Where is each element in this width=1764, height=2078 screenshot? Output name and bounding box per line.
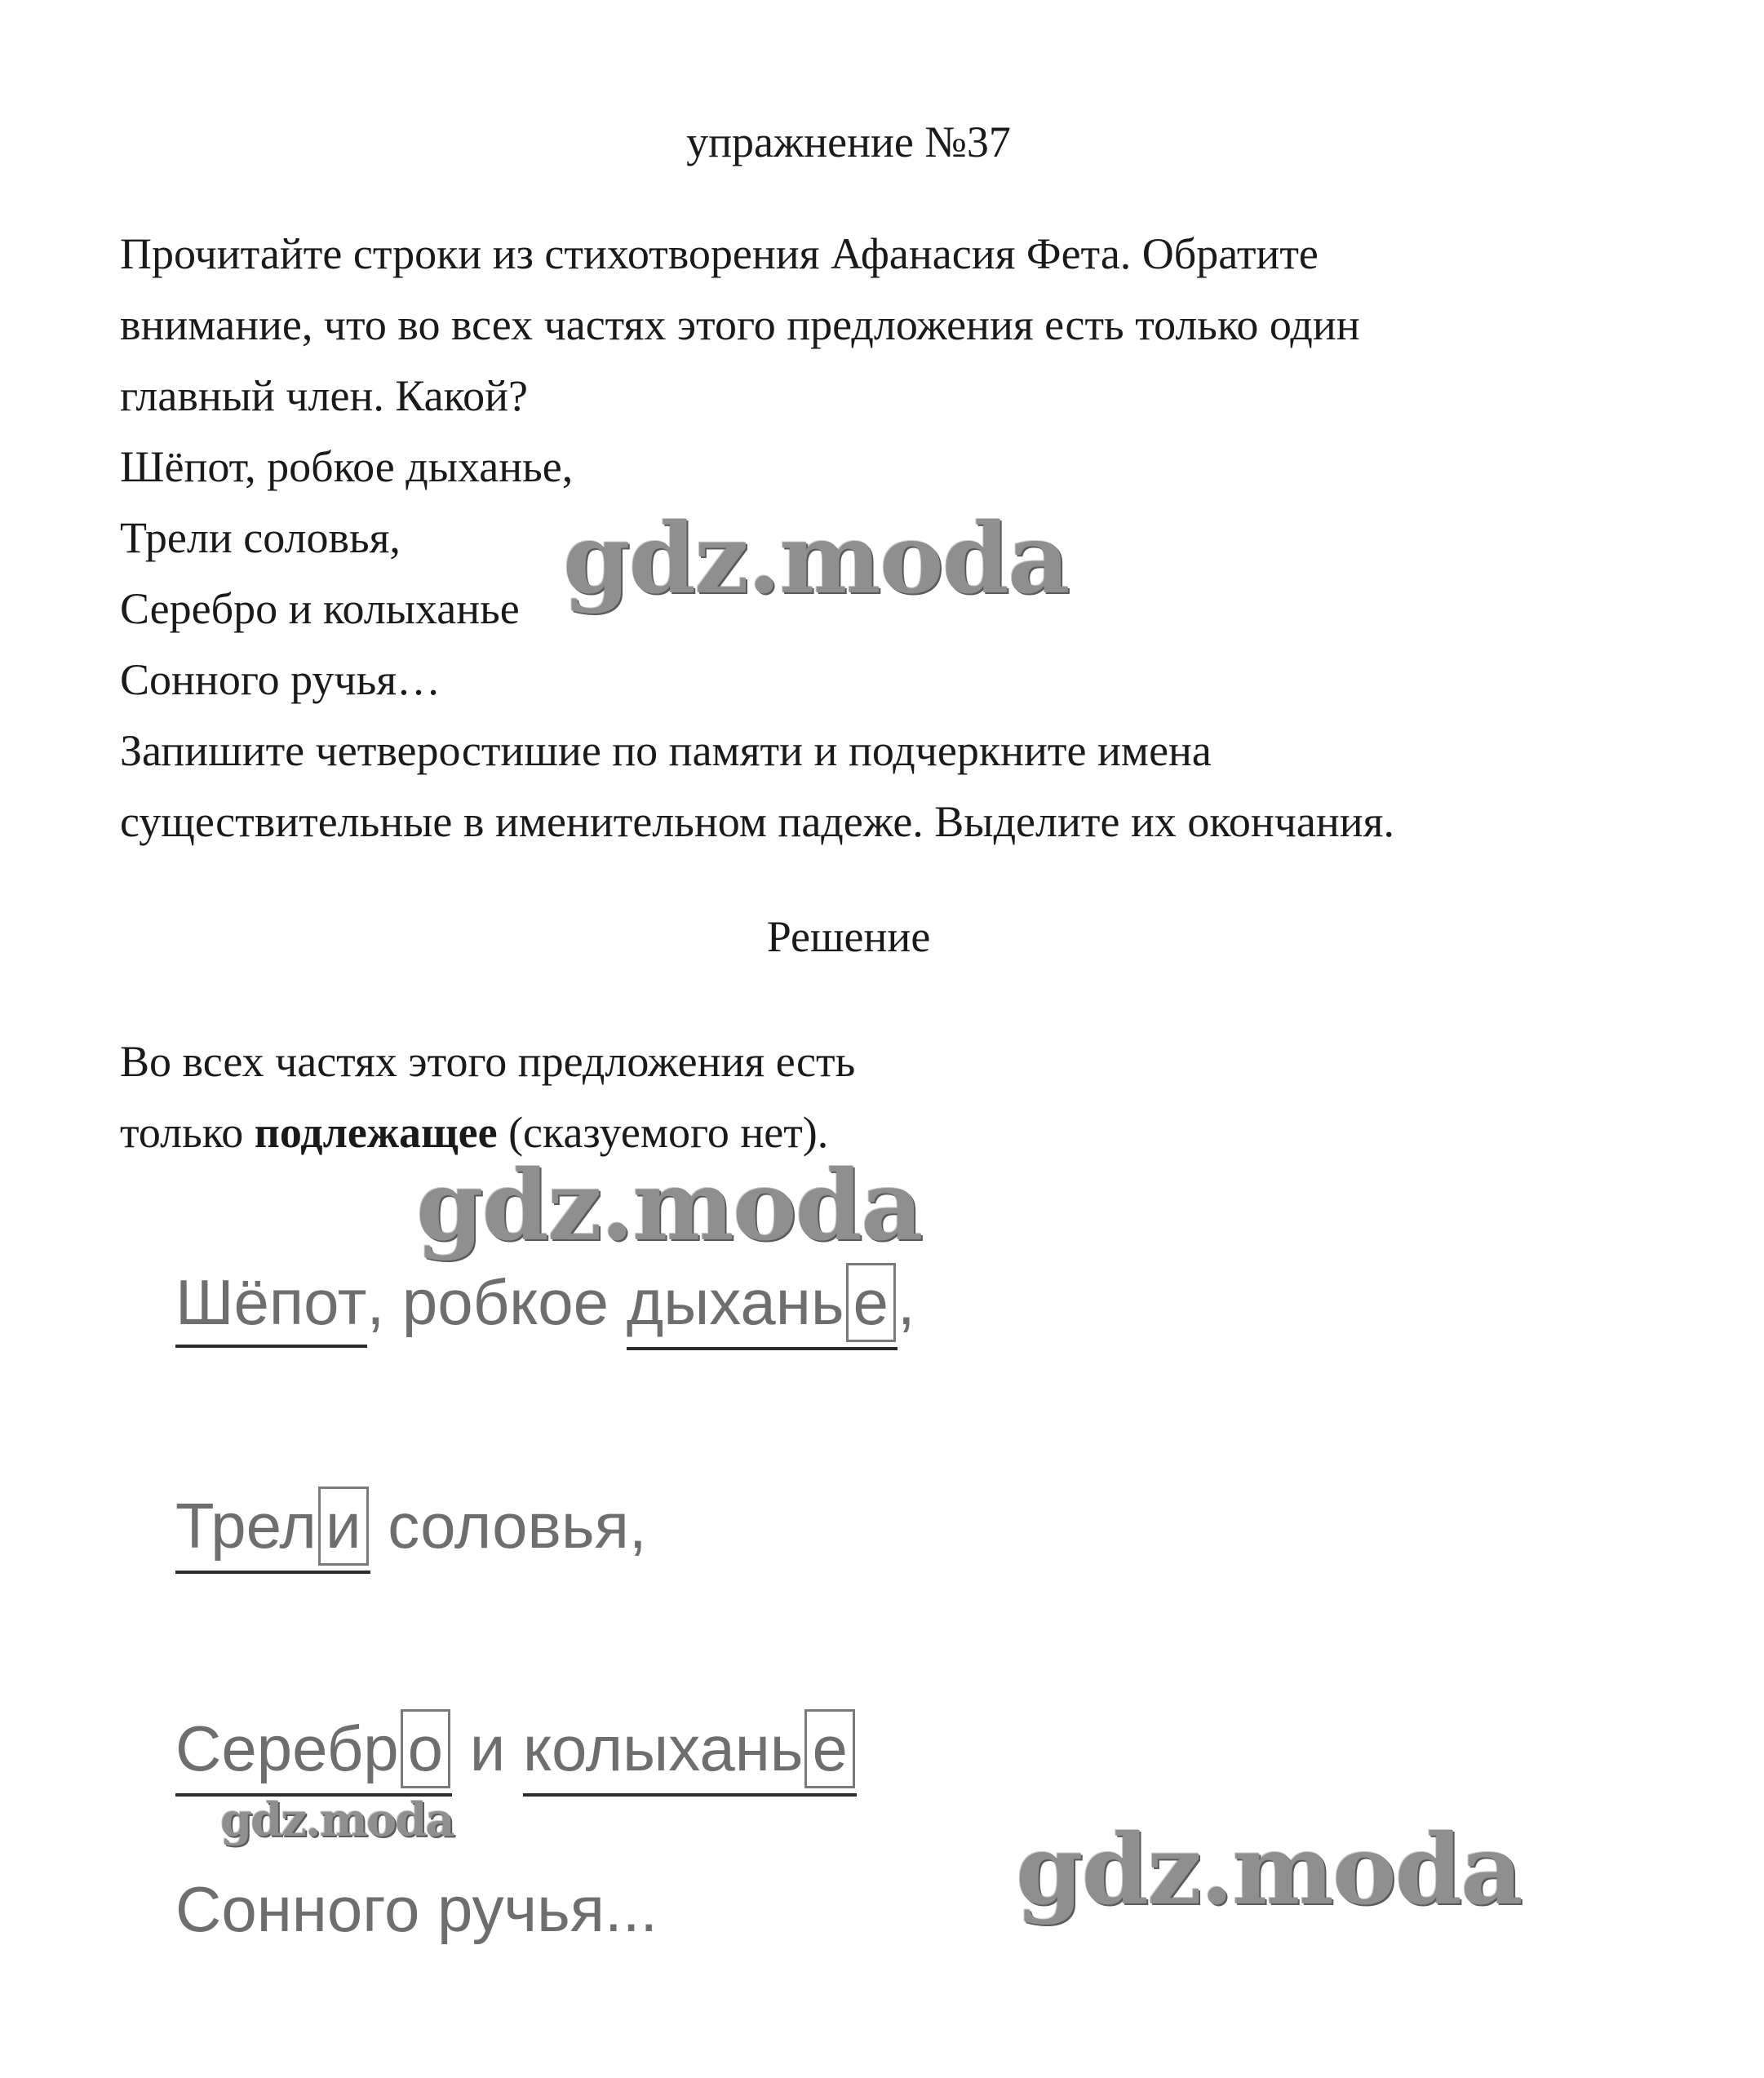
answer-text [120, 1026, 855, 1168]
poem-line: Серебро и колыханье [120, 584, 520, 633]
underlined-noun [627, 1263, 898, 1350]
task-line: существительные в именительном падеже. Выделите их окончания. [120, 797, 1394, 846]
analysis-row [175, 1872, 658, 1947]
poem-line: Сонного ручья… [120, 655, 441, 704]
word-stem: дыхань [626, 1266, 844, 1338]
analysis-row [175, 1709, 857, 1797]
underlined-noun: Шёпот [175, 1265, 367, 1348]
answer-keyword: подлежащее [254, 1108, 498, 1157]
task-line: Прочитайте строки из стихотворения Афанасия Фета. Обратите [120, 229, 1319, 278]
underlined-noun [175, 1487, 370, 1574]
plain-text: и [452, 1712, 523, 1784]
word-stem: Серебр [175, 1712, 399, 1784]
watermark: gdz.moda [563, 502, 1069, 615]
page-title: упражнение №37 [686, 117, 1011, 166]
word-ending-box: о [401, 1709, 450, 1788]
plain-text: , [897, 1266, 915, 1338]
analysis-row [175, 1487, 647, 1574]
answer-line: Во всех частях этого предложения есть [120, 1037, 856, 1086]
word-ending-box: е [804, 1709, 854, 1788]
task-line: Запишите четверостишие по памяти и подчеркните имена [120, 726, 1212, 775]
plain-text: соловья, [370, 1490, 647, 1562]
task-line: внимание, что во всех частях этого предложения есть только один [120, 300, 1360, 349]
watermark: gdz.moda [1016, 1813, 1522, 1926]
answer-text-fragment: (сказуемого нет). [497, 1108, 829, 1157]
word-stem: колыхань [522, 1712, 804, 1784]
task-line: главный член. Какой? [120, 371, 529, 420]
underlined-noun [175, 1709, 452, 1797]
answer-text-fragment: только [120, 1108, 255, 1157]
plain-text: , робкое [366, 1266, 627, 1338]
word-ending-box: и [318, 1487, 369, 1566]
watermark: gdz.moda [220, 1793, 454, 1847]
analysis-row [175, 1263, 915, 1350]
poem-line: Шёпот, робкое дыханье, [120, 442, 574, 491]
watermark: gdz.moda [416, 1149, 922, 1262]
word-ending-box: е [846, 1263, 896, 1342]
word-stem: Трел [175, 1490, 317, 1562]
poem-line: Трели соловья, [120, 513, 401, 562]
underlined-noun [523, 1709, 857, 1797]
solution-heading: Решение [766, 912, 931, 961]
plain-text: Сонного ручья... [175, 1873, 658, 1945]
